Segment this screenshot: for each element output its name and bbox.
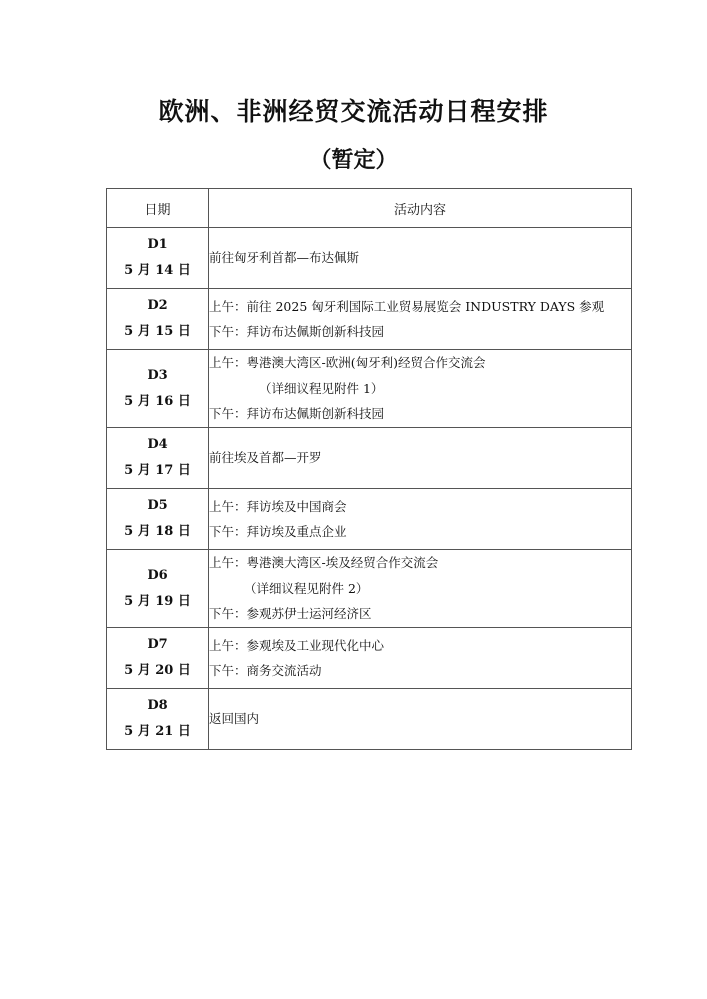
table-row <box>107 628 632 689</box>
activity-line: 上午：拜访埃及中国商会 <box>209 498 347 514</box>
activity-line: 上午：参观埃及工业现代化中心 <box>209 637 385 653</box>
activity-cell <box>209 289 632 350</box>
activity-line: 上午：粤港澳大湾区-欧洲(匈牙利)经贸合作交流会 <box>209 355 486 371</box>
date-label: 5 月 17 日 <box>124 463 191 478</box>
activity-line: 前往匈牙利首都—布达佩斯 <box>209 250 360 266</box>
activity-line: 下午：拜访布达佩斯创新科技园 <box>209 406 385 422</box>
day-label: D8 <box>147 698 168 713</box>
date-label: 5 月 21 日 <box>124 724 191 739</box>
table-row <box>107 489 632 550</box>
activity-cell <box>209 228 632 289</box>
header-date: 日期 <box>107 189 209 228</box>
header-activity: 活动内容 <box>209 189 632 228</box>
schedule-table <box>106 188 632 750</box>
day-label: D6 <box>147 567 168 583</box>
table-row <box>107 350 632 428</box>
table-row <box>107 428 632 489</box>
activity-line: 下午：商务交流活动 <box>209 663 322 678</box>
activity-line: 返回国内 <box>209 711 260 727</box>
table-row <box>107 228 632 289</box>
activity-cell <box>209 428 632 489</box>
activity-line: 前往埃及首都—开罗 <box>209 450 322 466</box>
table-row <box>107 550 632 628</box>
table-row <box>107 689 632 750</box>
day-label: D3 <box>147 367 168 383</box>
date-cell <box>107 689 209 750</box>
date-label: 5 月 18 日 <box>124 524 191 539</box>
date-label: 5 月 14 日 <box>124 263 191 278</box>
date-cell <box>107 289 209 350</box>
date-label: 5 月 16 日 <box>124 393 191 409</box>
date-cell <box>107 489 209 550</box>
date-cell <box>107 350 209 428</box>
activity-cell <box>209 689 632 750</box>
date-label: 5 月 15 日 <box>124 324 191 339</box>
day-label: D5 <box>147 498 168 513</box>
day-label: D4 <box>147 437 168 452</box>
page-subtitle: （暂定） <box>309 148 398 173</box>
table-header-row <box>107 189 632 228</box>
day-label: D1 <box>147 237 168 252</box>
activity-cell <box>209 628 632 689</box>
activity-line: 下午：拜访布达佩斯创新科技园 <box>209 324 385 339</box>
date-cell <box>107 428 209 489</box>
activity-line: 上午：前往 2025 匈牙利国际工业贸易展览会 INDUSTRY DAYS 参观 <box>209 298 605 314</box>
date-label: 5 月 20 日 <box>124 663 191 678</box>
activity-cell <box>209 350 632 428</box>
activity-line: 下午：参观苏伊士运河经济区 <box>209 606 372 622</box>
activity-line: 下午：拜访埃及重点企业 <box>209 524 347 539</box>
day-label: D2 <box>147 298 168 313</box>
day-label: D7 <box>147 637 168 652</box>
date-cell <box>107 228 209 289</box>
activity-line: （详细议程见附件 2） <box>244 580 369 596</box>
date-cell <box>107 628 209 689</box>
date-cell <box>107 550 209 628</box>
activity-line: （详细议程见附件 1） <box>259 380 384 396</box>
page-title: 欧洲、非洲经贸交流活动日程安排 <box>158 97 549 126</box>
activity-cell <box>209 550 632 628</box>
activity-cell <box>209 489 632 550</box>
date-label: 5 月 19 日 <box>124 593 191 609</box>
table-row <box>107 289 632 350</box>
activity-line: 上午：粤港澳大湾区-埃及经贸合作交流会 <box>209 555 439 571</box>
